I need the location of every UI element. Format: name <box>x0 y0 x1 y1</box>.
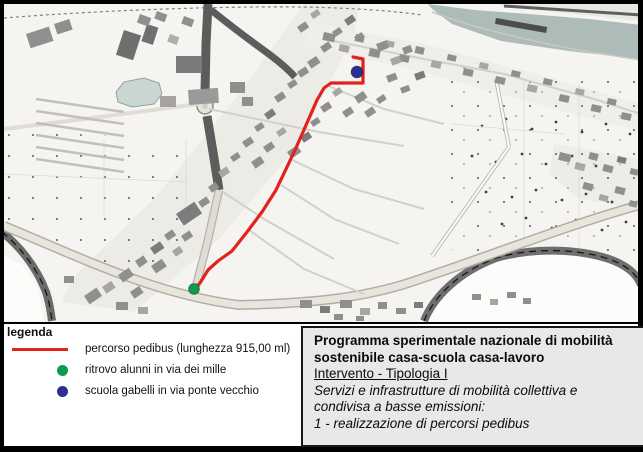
bottom-panel <box>4 324 638 446</box>
info-body-line3: 1 - realizzazione di percorsi pedibus <box>314 415 530 431</box>
legend-item-school-label: scuola gabelli in via ponte vecchio <box>85 385 259 397</box>
info-body-line2: condivisa a basse emissioni: <box>314 399 486 414</box>
info-body-line1: Servizi e infrastrutture di mobilità collettiva e <box>314 382 578 398</box>
info-box <box>301 326 643 447</box>
info-title-line2: sostenibile casa-scuola casa-lavoro <box>314 349 545 365</box>
start-dot-swatch <box>57 365 68 376</box>
legend-title: legenda <box>7 325 53 339</box>
highway-north <box>205 4 208 92</box>
info-title-line1: Programma sperimentale nazionale di mobilità <box>314 333 613 348</box>
route-line-swatch <box>12 348 68 351</box>
school-dot-swatch <box>57 386 68 397</box>
legend-item-route-label: percorso pedibus (lunghezza 915,00 ml) <box>85 343 291 355</box>
legend-item-start-label: ritrovo alunni in via dei mille <box>85 364 227 376</box>
map-canvas <box>4 4 638 322</box>
info-subtitle: Intervento - Tipologia I <box>314 366 448 381</box>
map-panel <box>4 4 638 324</box>
map-document-frame <box>4 4 638 446</box>
start-marker <box>189 284 200 295</box>
end-marker <box>351 66 363 78</box>
